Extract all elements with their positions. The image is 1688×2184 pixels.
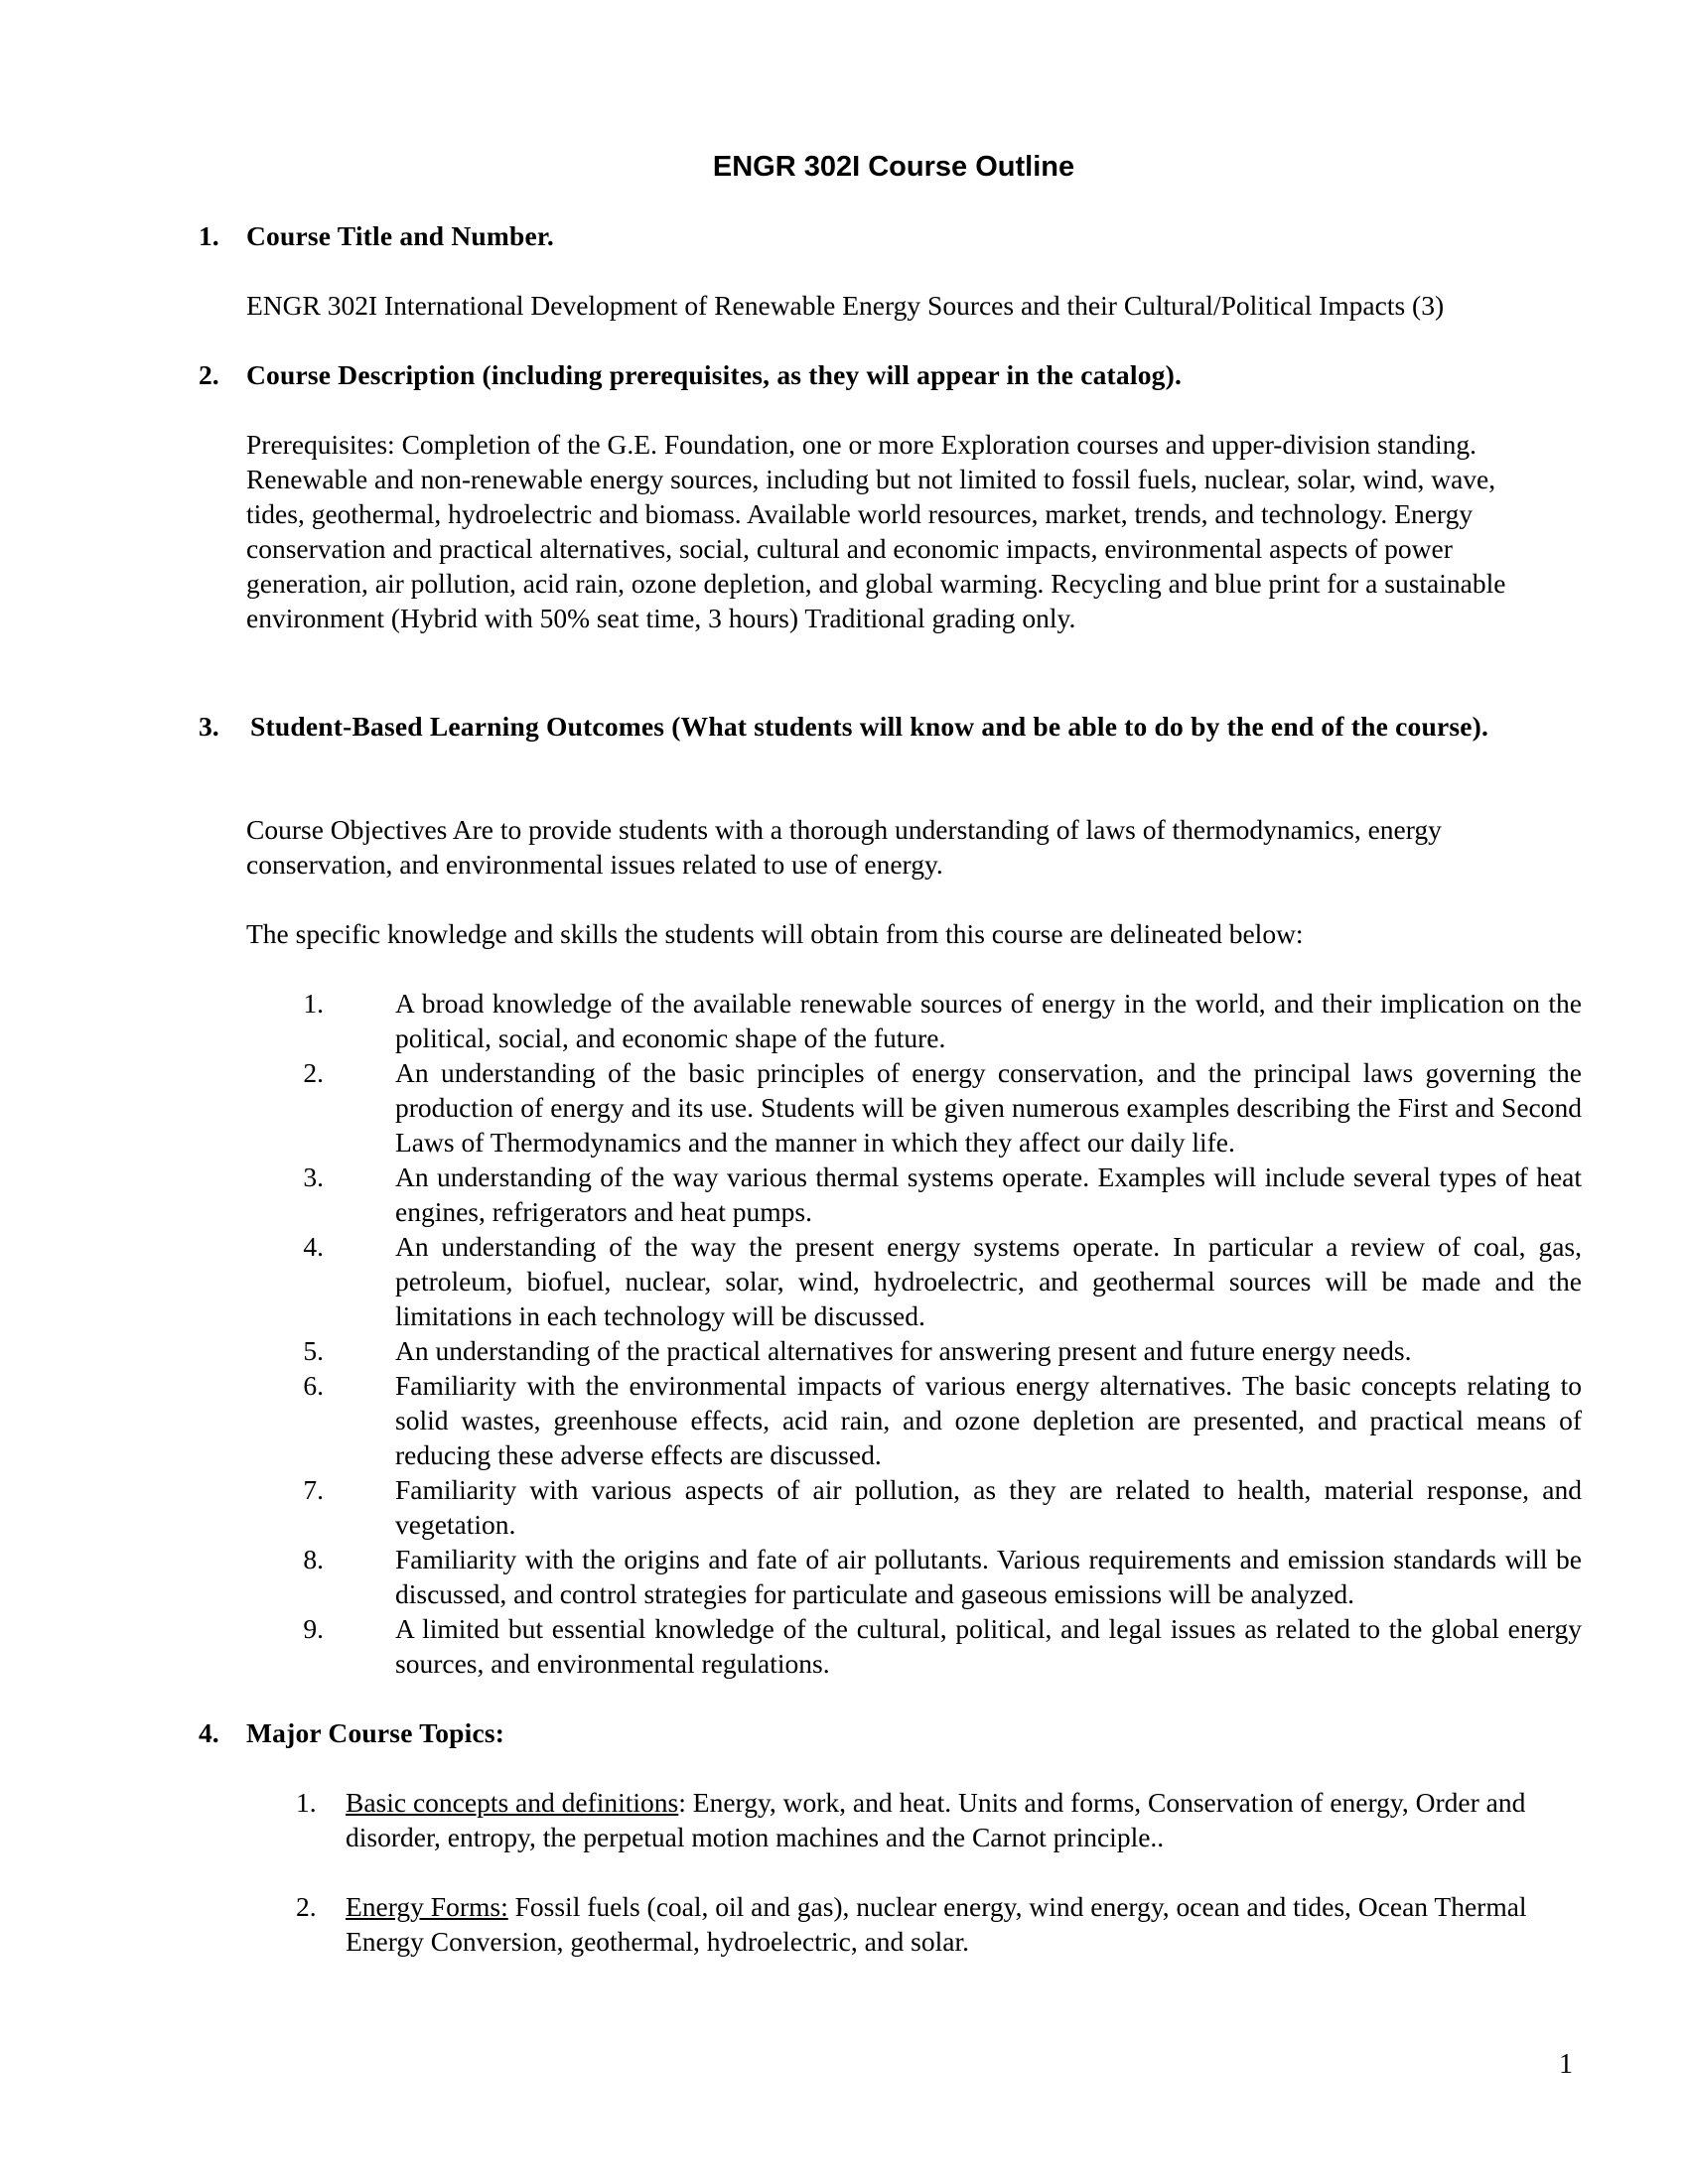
section-1-body: ENGR 302I International Development of Renewable Energy Sources and their Cultural/Political Impacts (3)	[246, 290, 1445, 321]
page-number: 1	[1559, 2049, 1573, 2080]
section-4-number: 4.	[199, 1717, 219, 1748]
topic-1-description: Energy, work, and heat. Units and forms, Conservation of energy, Order and disorder, entropy, the perpetual motion machines and the Carnot principle..	[346, 1787, 1526, 1852]
topic-2-heading: Energy Forms:	[346, 1891, 508, 1922]
topic-2-text	[346, 1889, 1582, 1959]
topic-2-description: Fossil fuels (coal, oil and gas), nuclear energy, wind energy, ocean and tides, Ocean Thermal Energy Conversion, geothermal, hydroelectric, and solar.	[346, 1891, 1527, 1957]
section-3-number: 3.	[199, 711, 219, 742]
section-3-intro: The specific knowledge and skills the students will obtain from this course are delineated below:	[246, 918, 1304, 949]
outcome-7-text: Familiarity with various aspects of air pollution, as they are related to health, material response, and vegetation.	[395, 1474, 1582, 1540]
outcome-2-number: 2.	[303, 1057, 324, 1088]
outcome-4-text: An understanding of the way the present energy systems operate. In particular a review of coal, gas, petroleum, biofuel, nuclear, solar, wind, hydroelectric, and geothermal sources will be made and the limitations in each technology will be discussed.	[395, 1231, 1582, 1331]
section-2-number: 2.	[199, 359, 219, 390]
outcome-7-number: 7.	[303, 1474, 324, 1505]
section-3-body: Course Objectives Are to provide students with a thorough understanding of laws of thermodynamics, energy conservation, and environmental issues related to use of energy.	[246, 814, 1442, 880]
topic-1-text	[346, 1785, 1582, 1854]
topic-2-number: 2.	[296, 1891, 317, 1922]
section-2-body: Prerequisites: Completion of the G.E. Foundation, one or more Exploration courses and upper-division standing. Renewable and non-renewable energy sources, including but not limited to fossil fuels, nuclear, solar, wind, wave, tides, geothermal, hydroelectric and biomass. Available world resources, market, trends, and technology. Energy conservation and practical alternatives, social, cultural and economic impacts, environmental aspects of power generation, air pollution, acid rain, ozone depletion, and global warming. Recycling and blue print for a sustainable environment (Hybrid with 50% seat time, 3 hours) Traditional grading only.	[246, 429, 1506, 633]
outcome-9-number: 9.	[303, 1613, 324, 1644]
document-title: ENGR 302I Course Outline	[712, 151, 1075, 183]
section-1-title: Course Title and Number.	[246, 220, 554, 251]
topic-2-separator	[508, 1891, 515, 1922]
section-3-title: Student-Based Learning Outcomes (What students will know and be able to do by the end of the course).	[250, 711, 1489, 742]
outcome-3-number: 3.	[303, 1161, 324, 1192]
topic-1-number: 1.	[296, 1787, 317, 1818]
outcome-2-text: An understanding of the basic principles of energy conservation, and the principal laws governing the production of energy and its use. Students will be given numerous examples describing the First and Second Laws of Thermodynamics and the manner in which they affect our daily life.	[395, 1057, 1582, 1158]
section-2-title: Course Description (including prerequisites, as they will appear in the catalog).	[246, 359, 1183, 390]
topic-1-heading: Basic concepts and definitions	[346, 1787, 679, 1818]
outcome-1-number: 1.	[303, 988, 324, 1019]
topic-1-separator: :	[678, 1787, 693, 1818]
outcome-5-text: An understanding of the practical alternatives for answering present and future energy needs.	[395, 1335, 1412, 1366]
outcome-6-number: 6.	[303, 1370, 324, 1401]
outcome-5-number: 5.	[303, 1335, 324, 1366]
outcome-3-text: An understanding of the way various thermal systems operate. Examples will include several types of heat engines, refrigerators and heat pumps.	[395, 1161, 1582, 1227]
outcome-8-number: 8.	[303, 1544, 324, 1574]
outcome-6-text: Familiarity with the environmental impacts of various energy alternatives. The basic concepts relating to solid wastes, greenhouse effects, acid rain, and ozone depletion are presented, and practical means of reducing these adverse effects are discussed.	[395, 1370, 1582, 1470]
outcome-8-text: Familiarity with the origins and fate of air pollutants. Various requirements and emission standards will be discussed, and control strategies for particulate and gaseous emissions will be analyzed.	[395, 1544, 1582, 1609]
section-1-number: 1.	[199, 220, 219, 251]
section-4-title: Major Course Topics:	[246, 1717, 505, 1748]
outcome-1-text: A broad knowledge of the available renewable sources of energy in the world, and their implication on the political, social, and economic shape of the future.	[395, 988, 1582, 1053]
outcome-4-number: 4.	[303, 1231, 324, 1262]
outcome-9-text: A limited but essential knowledge of the cultural, political, and legal issues as related to the global energy sources, and environmental regulations.	[395, 1613, 1582, 1679]
